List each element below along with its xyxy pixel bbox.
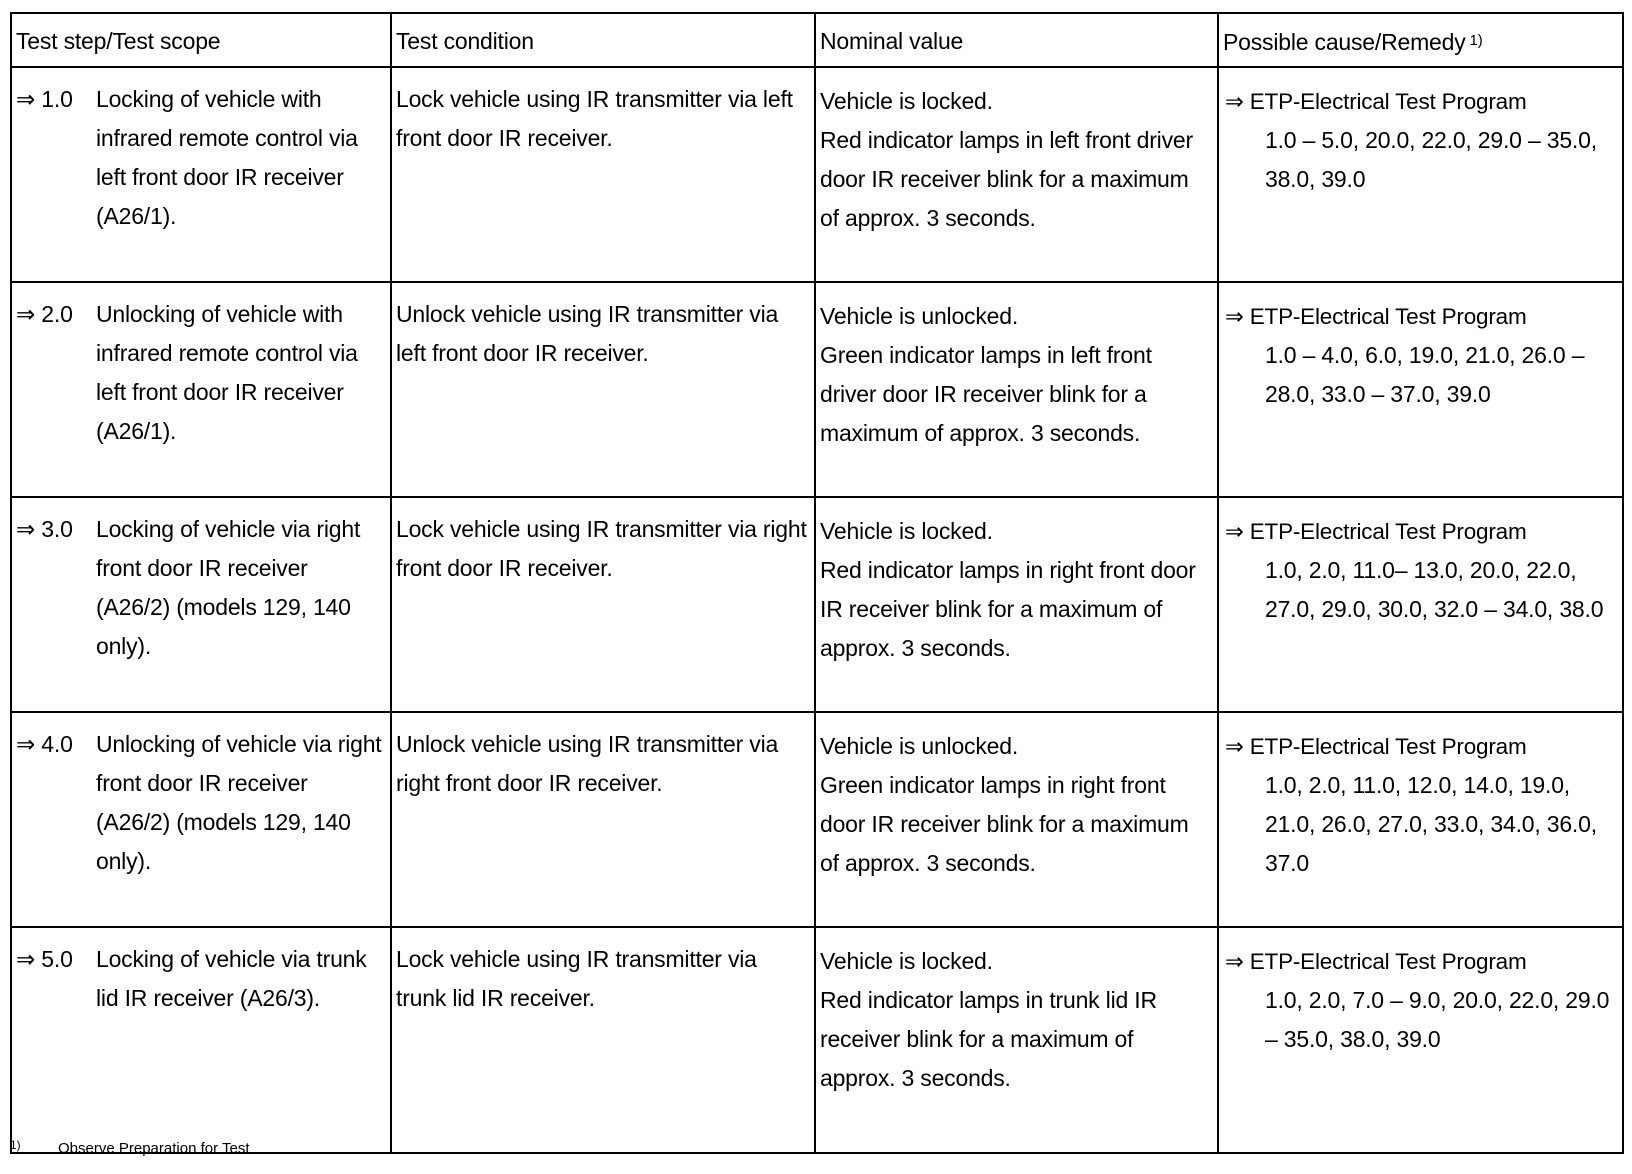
table-row [11,712,1623,927]
arrow-icon: ⇒ [16,86,36,112]
footnote [10,1135,249,1159]
header-test-scope: Test step/Test scope [11,13,391,67]
arrow-icon: ⇒ [16,731,36,757]
header-test-condition: Test condition [391,13,815,67]
arrow-icon: ⇒ [1225,949,1244,974]
remedy-references: 1.0, 2.0, 11.0, 12.0, 14.0, 19.0, 21.0, 26.0, 27.0, 33.0, 34.0, 36.0, 37.0 [1265,772,1597,876]
test-document [10,12,1622,1154]
nominal-detail: Red indicator lamps in trunk lid IR receiver blink for a maximum of approx. 3 seconds. [820,987,1157,1091]
remedy-cell [1218,67,1623,282]
scope-cell [11,67,391,282]
condition-cell [391,712,815,927]
remedy-references: 1.0, 2.0, 11.0– 13.0, 20.0, 22.0, 27.0, 29.0, 30.0, 32.0 – 34.0, 38.0 [1265,557,1604,622]
test-condition-text: Lock vehicle using IR transmitter via right front door IR receiver. [396,516,807,581]
test-procedure-table [10,12,1624,1154]
remedy-references: 1.0 – 4.0, 6.0, 19.0, 21.0, 26.0 – 28.0, 33.0 – 37.0, 39.0 [1265,342,1585,407]
scope-cell [11,282,391,497]
test-condition-text: Unlock vehicle using IR transmitter via left front door IR receiver. [396,301,779,366]
header-footnote-ref: 1) [1469,32,1483,49]
remedy-program: ⇒ ETP-Electrical Test Program [1225,304,1527,329]
step-number: ⇒ 3.0 [16,516,73,542]
nominal-cell [815,927,1218,1153]
nominal-detail: Red indicator lamps in right front door IR receiver blink for a maximum of approx. 3 seconds. [820,557,1196,661]
nominal-status: Vehicle is unlocked. [820,733,1019,759]
scope-cell [11,927,391,1153]
step-scope-text: Unlocking of vehicle with infrared remote control via left front door IR receiver (A26/1). [96,301,358,444]
remedy-program: ⇒ ETP-Electrical Test Program [1225,89,1527,114]
footnote-text: Observe Preparation for Test [58,1140,250,1157]
remedy-cell [1218,712,1623,927]
nominal-status: Vehicle is locked. [820,88,993,114]
arrow-icon: ⇒ [16,516,36,542]
step-number: ⇒ 2.0 [16,301,73,327]
test-condition-text: Lock vehicle using IR transmitter via left front door IR receiver. [396,86,793,151]
arrow-icon: ⇒ [1225,734,1244,759]
table-row [11,282,1623,497]
step-scope-text: Locking of vehicle via right front door IR receiver (A26/2) (models 129, 140 only). [96,516,361,659]
test-condition-text: Lock vehicle using IR transmitter via trunk lid IR receiver. [396,946,757,1011]
nominal-status: Vehicle is locked. [820,518,993,544]
arrow-icon: ⇒ [16,946,36,972]
remedy-cell [1218,497,1623,712]
nominal-cell [815,712,1218,927]
remedy-program: ⇒ ETP-Electrical Test Program [1225,519,1527,544]
test-condition-text: Unlock vehicle using IR transmitter via right front door IR receiver. [396,731,779,796]
remedy-references: 1.0 – 5.0, 20.0, 22.0, 29.0 – 35.0, 38.0, 39.0 [1265,127,1597,192]
nominal-detail: Green indicator lamps in right front door IR receiver blink for a maximum of approx. 3 seconds. [820,772,1189,876]
remedy-program: ⇒ ETP-Electrical Test Program [1225,949,1527,974]
nominal-cell [815,67,1218,282]
remedy-cell [1218,927,1623,1153]
nominal-status: Vehicle is locked. [820,948,993,974]
nominal-cell [815,282,1218,497]
arrow-icon: ⇒ [16,301,36,327]
remedy-program: ⇒ ETP-Electrical Test Program [1225,734,1527,759]
condition-cell [391,497,815,712]
arrow-icon: ⇒ [1225,89,1244,114]
step-number: ⇒ 4.0 [16,731,73,757]
step-number: ⇒ 5.0 [16,946,73,972]
arrow-icon: ⇒ [1225,519,1244,544]
condition-cell [391,67,815,282]
nominal-detail: Red indicator lamps in left front driver door IR receiver blink for a maximum of approx. 3 seconds. [820,127,1193,231]
header-nominal-value: Nominal value [815,13,1218,67]
condition-cell [391,927,815,1153]
table-row [11,927,1623,1153]
nominal-cell [815,497,1218,712]
nominal-detail: Green indicator lamps in left front driver door IR receiver blink for a maximum of approx. 3 seconds. [820,342,1152,446]
remedy-references: 1.0, 2.0, 7.0 – 9.0, 20.0, 22.0, 29.0 – 35.0, 38.0, 39.0 [1265,987,1610,1052]
table-row [11,67,1623,282]
step-scope-text: Unlocking of vehicle via right front door IR receiver (A26/2) (models 129, 140 only). [96,731,382,874]
scope-cell [11,497,391,712]
arrow-icon: ⇒ [1225,304,1244,329]
header-possible-cause [1218,13,1623,67]
table-row [11,497,1623,712]
step-scope-text: Locking of vehicle with infrared remote control via left front door IR receiver (A26/1). [96,86,358,229]
header-possible-cause-label: Possible cause/Remedy [1223,29,1466,55]
scope-cell [11,712,391,927]
step-number: ⇒ 1.0 [16,86,73,112]
footnote-mark: 1) [10,1138,21,1152]
nominal-status: Vehicle is unlocked. [820,303,1019,329]
table-header-row [11,13,1623,67]
condition-cell [391,282,815,497]
remedy-cell [1218,282,1623,497]
step-scope-text: Locking of vehicle via trunk lid IR receiver (A26/3). [96,946,367,1011]
